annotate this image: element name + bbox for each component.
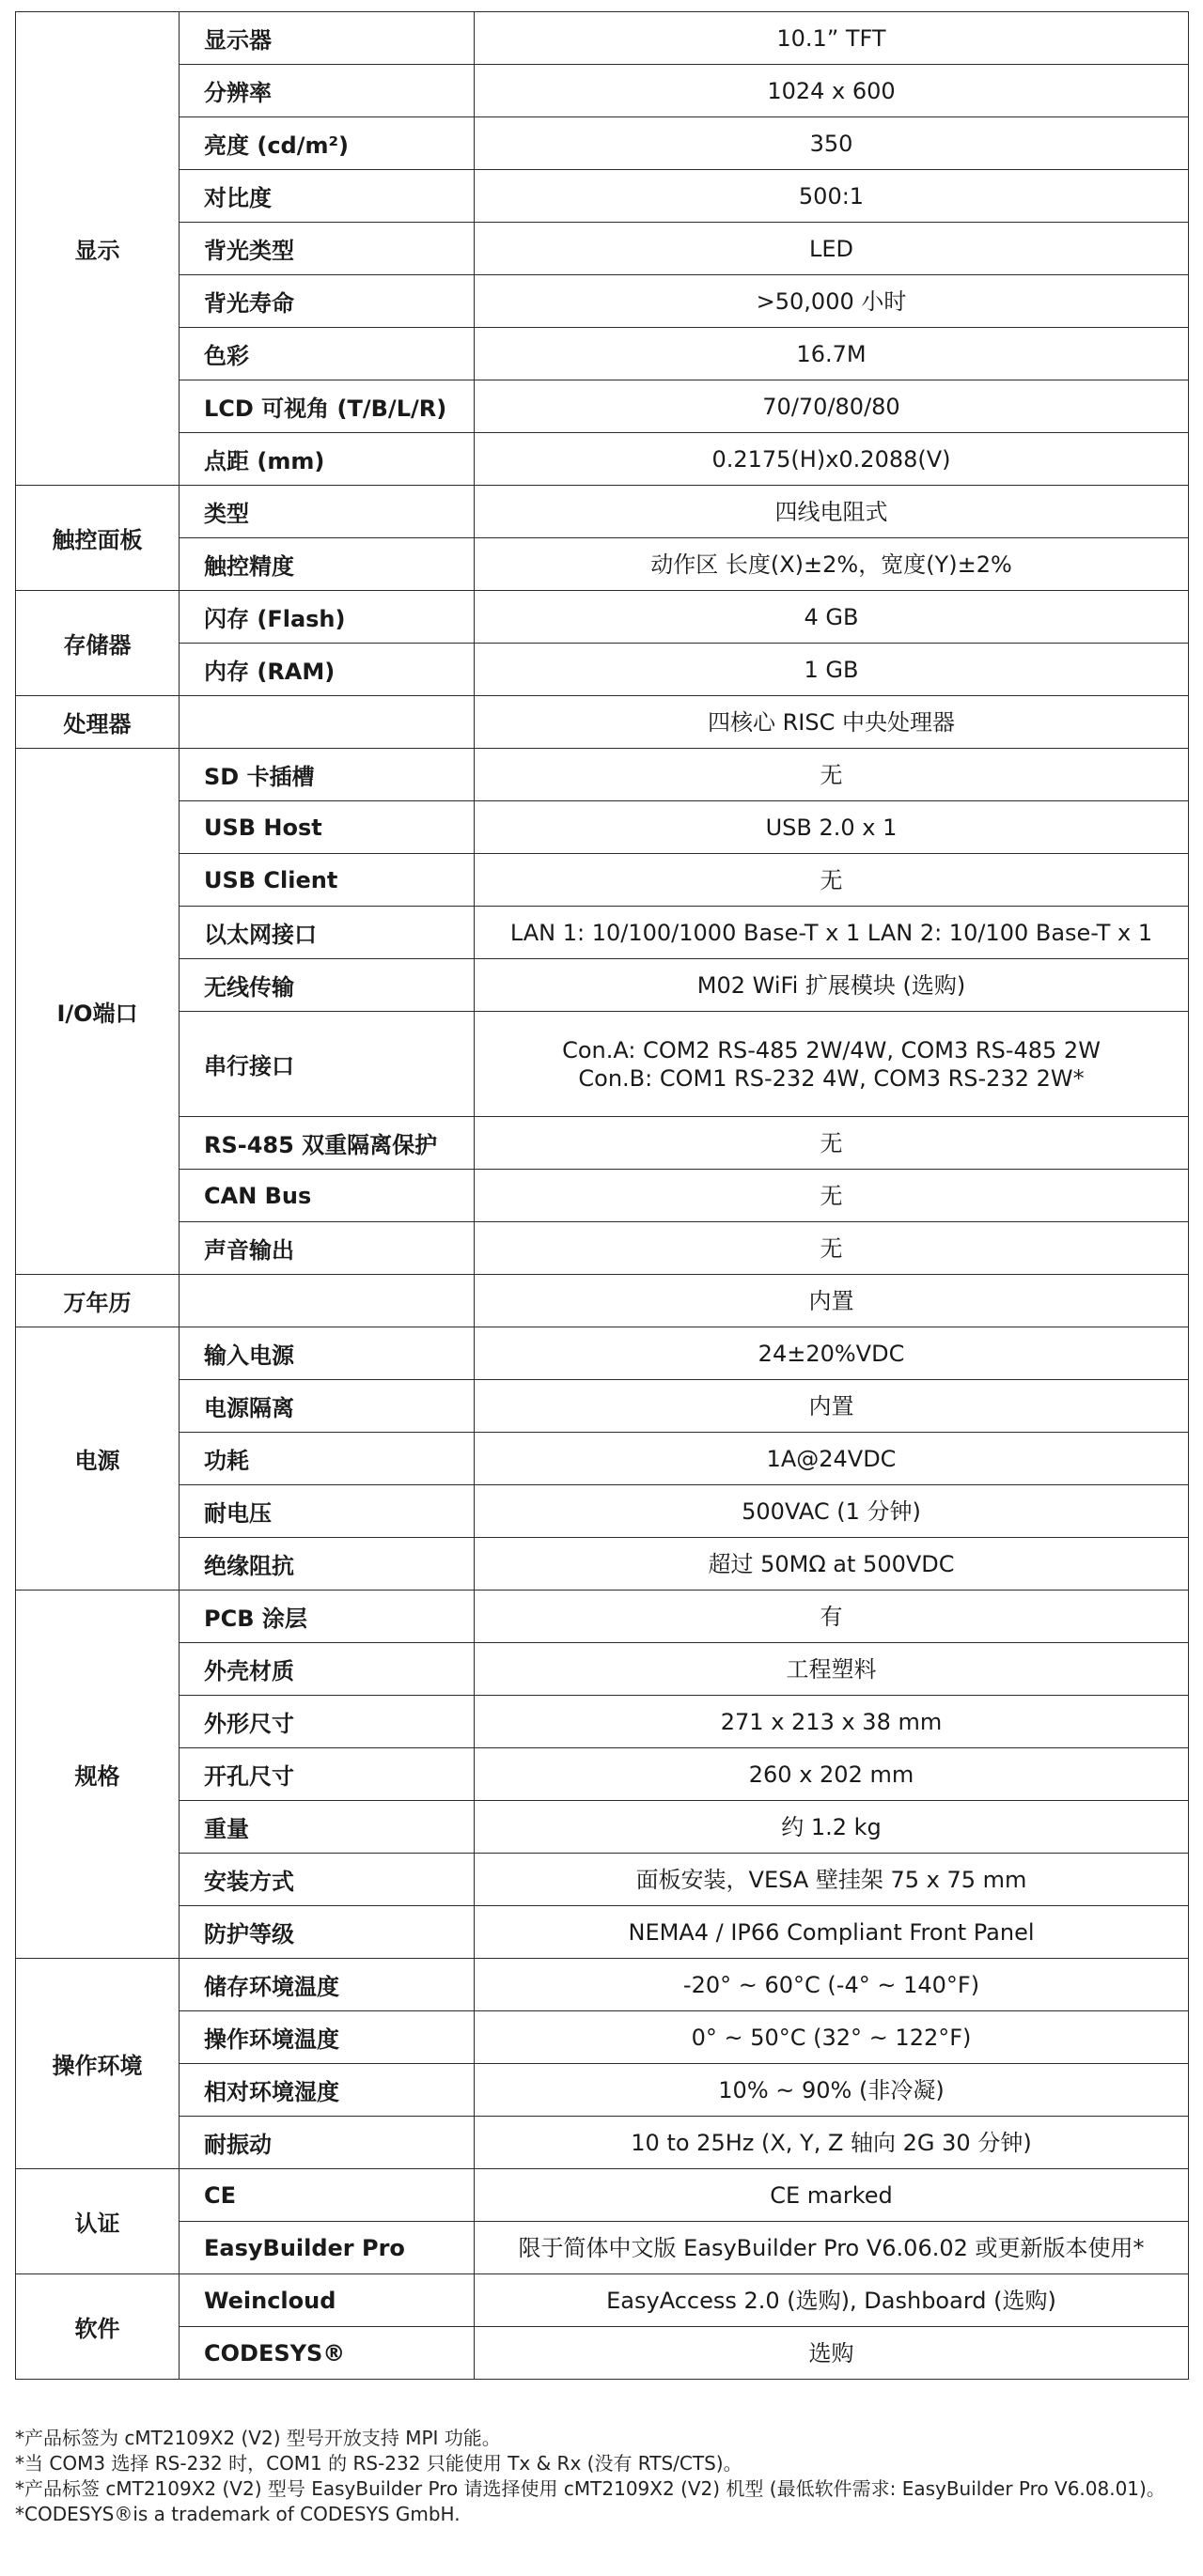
spec-name-cell: 无线传输 — [180, 959, 475, 1012]
spec-row — [16, 486, 1189, 538]
spec-value-line: 动作区 长度(X)±2%，宽度(Y)±2% — [650, 551, 1012, 578]
spec-name-cell: 防护等级 — [180, 1906, 475, 1959]
spec-row — [16, 328, 1189, 380]
spec-value-cell — [475, 170, 1189, 223]
spec-row — [16, 1748, 1189, 1801]
spec-name-cell: 类型 — [180, 486, 475, 538]
spec-value-cell — [475, 591, 1189, 644]
spec-value-cell — [475, 486, 1189, 538]
spec-name-cell: 耐电压 — [180, 1485, 475, 1538]
spec-name-cell: 电源隔离 — [180, 1380, 475, 1433]
spec-value-line: 0° ~ 50°C (32° ~ 122°F) — [691, 2024, 972, 2051]
spec-value-cell — [475, 1012, 1189, 1117]
spec-value-line: 无 — [820, 1234, 843, 1262]
footnote: *CODESYS®is a trademark of CODESYS GmbH. — [15, 2503, 461, 2525]
spec-value-cell — [475, 1275, 1189, 1327]
spec-value-line: EasyAccess 2.0 (选购), Dashboard (选购) — [606, 2287, 1056, 2314]
category-cell: 规格 — [16, 1591, 180, 1959]
spec-value-cell — [475, 2117, 1189, 2169]
spec-name-cell: 内存 (RAM) — [180, 644, 475, 696]
spec-value-line: >50,000 小时 — [756, 287, 907, 315]
spec-row — [16, 1906, 1189, 1959]
category-cell: 触控面板 — [16, 486, 180, 591]
spec-value-cell — [475, 1433, 1189, 1485]
spec-name-cell: 操作环境温度 — [180, 2011, 475, 2064]
spec-value-cell — [475, 907, 1189, 959]
spec-name-cell: 闪存 (Flash) — [180, 591, 475, 644]
spec-row — [16, 2011, 1189, 2064]
spec-value-line: 四核心 RISC 中央处理器 — [707, 708, 955, 736]
spec-value-line: 1024 x 600 — [767, 77, 896, 104]
spec-value-line: 无 — [820, 1182, 843, 1209]
spec-name-cell: CE — [180, 2169, 475, 2222]
spec-value-line: 350 — [809, 130, 853, 157]
spec-name-cell: 分辨率 — [180, 65, 475, 117]
spec-value-cell — [475, 959, 1189, 1012]
spec-name-cell: 显示器 — [180, 12, 475, 65]
spec-name-cell — [180, 1275, 475, 1327]
spec-value-cell — [475, 2064, 1189, 2117]
spec-value-cell — [475, 1117, 1189, 1170]
spec-row — [16, 644, 1189, 696]
spec-name-cell: 声音输出 — [180, 1222, 475, 1275]
footnote: *产品标签为 cMT2109X2 (V2) 型号开放支持 MPI 功能。 — [15, 2427, 501, 2449]
spec-row — [16, 1327, 1189, 1380]
footnote: *当 COM3 选择 RS-232 时，COM1 的 RS-232 只能使用 Tx & Rx (没有 RTS/CTS)。 — [15, 2452, 742, 2475]
spec-row — [16, 2117, 1189, 2169]
spec-value-cell — [475, 1485, 1189, 1538]
spec-value-line: 约 1.2 kg — [781, 1813, 882, 1840]
spec-value-cell — [475, 1327, 1189, 1380]
spec-value-cell — [475, 433, 1189, 486]
spec-row — [16, 380, 1189, 433]
spec-row — [16, 1275, 1189, 1327]
spec-name-cell: 功耗 — [180, 1433, 475, 1485]
spec-row — [16, 1643, 1189, 1696]
spec-value-cell — [475, 1591, 1189, 1643]
spec-value-cell — [475, 1222, 1189, 1275]
category-cell: 认证 — [16, 2169, 180, 2274]
spec-value-line: 10.1” TFT — [776, 24, 886, 52]
category-cell: 处理器 — [16, 696, 180, 749]
spec-value-cell — [475, 1538, 1189, 1591]
spec-name-cell: 开孔尺寸 — [180, 1748, 475, 1801]
spec-value-line: 工程塑料 — [786, 1655, 877, 1683]
spec-name-cell: 外形尺寸 — [180, 1696, 475, 1748]
category-cell: 存储器 — [16, 591, 180, 696]
spec-row — [16, 1959, 1189, 2011]
spec-value-line: USB 2.0 x 1 — [765, 814, 898, 841]
spec-value-line: 0.2175(H)x0.2088(V) — [711, 445, 951, 473]
category-cell: 软件 — [16, 2274, 180, 2380]
spec-name-cell: 点距 (mm) — [180, 433, 475, 486]
spec-value-cell — [475, 380, 1189, 433]
spec-name-cell: LCD 可视角 (T/B/L/R) — [180, 380, 475, 433]
spec-name-cell: CAN Bus — [180, 1170, 475, 1222]
spec-name-cell: Weincloud — [180, 2274, 475, 2327]
spec-row — [16, 1801, 1189, 1854]
spec-row — [16, 1222, 1189, 1275]
spec-name-cell: 重量 — [180, 1801, 475, 1854]
spec-name-cell: 相对环境湿度 — [180, 2064, 475, 2117]
spec-value-line: 24±20%VDC — [758, 1340, 905, 1367]
spec-value-line: 1A@24VDC — [766, 1445, 897, 1472]
spec-row — [16, 907, 1189, 959]
spec-value-line: 超过 50MΩ at 500VDC — [708, 1550, 955, 1577]
spec-name-cell: CODESYS® — [180, 2327, 475, 2380]
spec-value-line: 选购 — [808, 2339, 854, 2367]
spec-value-line: 面板安装，VESA 壁挂架 75 x 75 mm — [635, 1866, 1027, 1893]
spec-value-cell — [475, 2169, 1189, 2222]
spec-value-line: 10 to 25Hz (X, Y, Z 轴向 2G 30 分钟) — [631, 2129, 1032, 2156]
spec-value-line: 无 — [820, 1129, 843, 1156]
spec-row — [16, 749, 1189, 801]
spec-row — [16, 275, 1189, 328]
spec-name-cell: EasyBuilder Pro — [180, 2222, 475, 2274]
spec-row — [16, 2064, 1189, 2117]
spec-value-line: 10% ~ 90% (非冷凝) — [718, 2076, 945, 2103]
spec-value-cell — [475, 2222, 1189, 2274]
spec-row — [16, 1696, 1189, 1748]
spec-name-cell: 以太网接口 — [180, 907, 475, 959]
spec-value-line: -20° ~ 60°C (-4° ~ 140°F) — [682, 1971, 980, 1998]
spec-row — [16, 170, 1189, 223]
category-cell: I/O端口 — [16, 749, 180, 1275]
spec-name-cell: 亮度 (cd/m²) — [180, 117, 475, 170]
spec-value-cell — [475, 275, 1189, 328]
spec-row — [16, 1170, 1189, 1222]
spec-name-cell — [180, 696, 475, 749]
spec-name-cell: 外壳材质 — [180, 1643, 475, 1696]
spec-name-cell: 色彩 — [180, 328, 475, 380]
spec-value-line: 有 — [820, 1603, 843, 1630]
category-cell: 显示 — [16, 12, 180, 486]
spec-row — [16, 2169, 1189, 2222]
spec-value-cell — [475, 328, 1189, 380]
spec-value-line: 4 GB — [804, 603, 859, 630]
spec-value-cell — [475, 2327, 1189, 2380]
category-cell: 万年历 — [16, 1275, 180, 1327]
spec-value-line: 限于简体中文版 EasyBuilder Pro V6.06.02 或更新版本使用* — [518, 2234, 1145, 2261]
spec-name-cell: 背光寿命 — [180, 275, 475, 328]
spec-value-cell — [475, 1170, 1189, 1222]
spec-row — [16, 2222, 1189, 2274]
spec-value-line: Con.B: COM1 RS-232 4W, COM3 RS-232 2W* — [578, 1064, 1085, 1092]
spec-value-line: 260 x 202 mm — [748, 1761, 914, 1788]
spec-row — [16, 1012, 1189, 1117]
spec-row — [16, 538, 1189, 591]
spec-value-cell — [475, 1748, 1189, 1801]
spec-name-cell: 耐振动 — [180, 2117, 475, 2169]
spec-value-cell — [475, 1906, 1189, 1959]
spec-value-cell — [475, 12, 1189, 65]
spec-value-line: LED — [808, 235, 853, 262]
spec-value-cell — [475, 1696, 1189, 1748]
spec-value-line: CE marked — [770, 2181, 893, 2209]
spec-name-cell: 输入电源 — [180, 1327, 475, 1380]
spec-row — [16, 1380, 1189, 1433]
spec-value-line: M02 WiFi 扩展模块 (选购) — [696, 971, 966, 999]
spec-name-cell: SD 卡插槽 — [180, 749, 475, 801]
spec-value-line: NEMA4 / IP66 Compliant Front Panel — [628, 1918, 1035, 1946]
spec-value-line: Con.A: COM2 RS-485 2W/4W, COM3 RS-485 2W — [562, 1036, 1101, 1063]
spec-value-line: 无 — [820, 866, 843, 893]
spec-row — [16, 2327, 1189, 2380]
spec-value-cell — [475, 1643, 1189, 1696]
spec-name-cell: USB Host — [180, 801, 475, 854]
spec-value-line: 70/70/80/80 — [762, 393, 900, 420]
spec-value-line: 内置 — [808, 1287, 854, 1314]
spec-value-cell — [475, 854, 1189, 907]
spec-value-cell — [475, 65, 1189, 117]
spec-row — [16, 1854, 1189, 1906]
spec-value-cell — [475, 1801, 1189, 1854]
spec-value-line: 500VAC (1 分钟) — [742, 1497, 921, 1525]
spec-row — [16, 2274, 1189, 2327]
spec-row — [16, 959, 1189, 1012]
spec-table — [15, 11, 1189, 2380]
spec-name-cell: PCB 涂层 — [180, 1591, 475, 1643]
spec-value-cell — [475, 749, 1189, 801]
spec-name-cell: 绝缘阻抗 — [180, 1538, 475, 1591]
spec-value-line: 无 — [820, 761, 843, 788]
spec-name-cell: 安装方式 — [180, 1854, 475, 1906]
spec-value-cell — [475, 223, 1189, 275]
spec-value-line: 1 GB — [804, 656, 859, 683]
spec-name-cell: 储存环境温度 — [180, 1959, 475, 2011]
footnote: *产品标签 cMT2109X2 (V2) 型号 EasyBuilder Pro 请选择使用 cMT2109X2 (V2) 机型 (最低软件需求: EasyBuilder Pro V6.08.01)。 — [15, 2477, 1165, 2500]
spec-name-cell: 触控精度 — [180, 538, 475, 591]
category-cell: 操作环境 — [16, 1959, 180, 2169]
spec-value-cell — [475, 2011, 1189, 2064]
spec-name-cell: 背光类型 — [180, 223, 475, 275]
spec-value-line: 271 x 213 x 38 mm — [720, 1708, 943, 1735]
footnotes — [15, 2426, 1190, 2527]
spec-row — [16, 801, 1189, 854]
spec-value-line: LAN 1: 10/100/1000 Base-T x 1 LAN 2: 10/100 Base-T x 1 — [509, 919, 1153, 946]
spec-value-line: 四线电阻式 — [774, 498, 888, 525]
spec-value-cell — [475, 696, 1189, 749]
spec-row — [16, 1485, 1189, 1538]
spec-name-cell: 对比度 — [180, 170, 475, 223]
spec-row — [16, 1538, 1189, 1591]
spec-value-line: 内置 — [808, 1392, 854, 1420]
spec-row — [16, 591, 1189, 644]
spec-row — [16, 1591, 1189, 1643]
spec-value-cell — [475, 644, 1189, 696]
spec-row — [16, 1433, 1189, 1485]
spec-name-cell: USB Client — [180, 854, 475, 907]
spec-row — [16, 433, 1189, 486]
spec-value-cell — [475, 1959, 1189, 2011]
spec-value-cell — [475, 1380, 1189, 1433]
category-cell: 电源 — [16, 1327, 180, 1591]
spec-value-cell — [475, 538, 1189, 591]
spec-row — [16, 854, 1189, 907]
spec-value-line: 500:1 — [798, 182, 865, 209]
spec-value-cell — [475, 2274, 1189, 2327]
spec-value-cell — [475, 801, 1189, 854]
spec-row — [16, 1117, 1189, 1170]
spec-name-cell: RS-485 双重隔离保护 — [180, 1117, 475, 1170]
spec-row — [16, 696, 1189, 749]
spec-row — [16, 117, 1189, 170]
spec-value-line: 16.7M — [796, 340, 867, 367]
spec-value-cell — [475, 1854, 1189, 1906]
spec-row — [16, 12, 1189, 65]
spec-row — [16, 223, 1189, 275]
spec-name-cell: 串行接口 — [180, 1012, 475, 1117]
spec-value-cell — [475, 117, 1189, 170]
spec-row — [16, 65, 1189, 117]
